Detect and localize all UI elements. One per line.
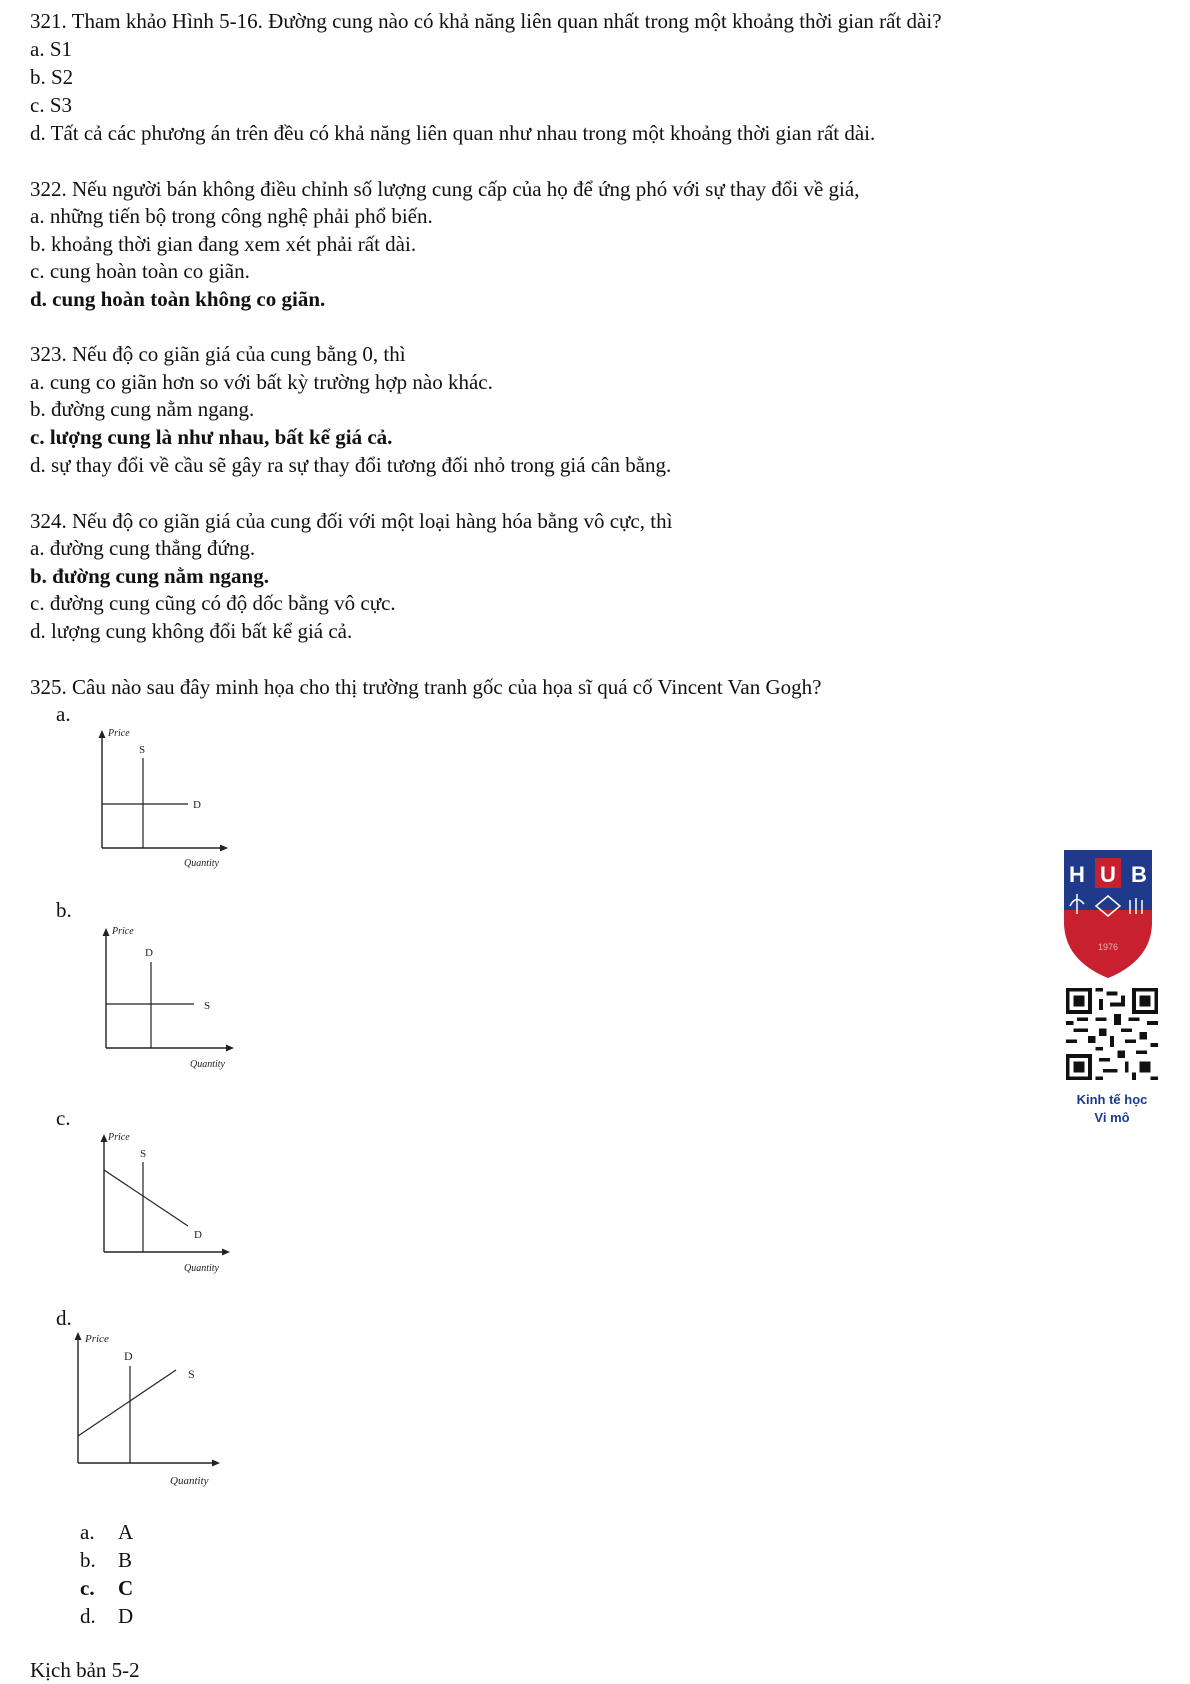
graph-b-quantity-arrow bbox=[226, 1045, 234, 1052]
graph-d bbox=[72, 1326, 232, 1488]
graph-d-curve1-label: D bbox=[124, 1349, 133, 1363]
q322-question: 322. Nếu người bán không điều chỉnh số lượng cung cấp của họ để ứng phó với sự thay đổi về giá, bbox=[30, 177, 860, 201]
section-heading: Kịch bản 5-2 bbox=[30, 1658, 140, 1682]
logo-letter-b: B bbox=[1131, 862, 1147, 887]
q325-answer-a-letter: a. bbox=[80, 1520, 95, 1544]
q322-option-d-answer: d. cung hoàn toàn không co giãn. bbox=[30, 287, 326, 311]
graph-a-curve2-label: D bbox=[193, 799, 201, 811]
q321-option-a: a. S1 bbox=[30, 37, 72, 61]
graph-d-quantity-arrow bbox=[212, 1460, 220, 1467]
logo-letter-u: U bbox=[1100, 862, 1116, 887]
hub-logo bbox=[1062, 848, 1154, 985]
q321-option-b: b. S2 bbox=[30, 65, 74, 89]
qr-code[interactable] bbox=[1066, 988, 1158, 1080]
graph-b bbox=[100, 922, 240, 1072]
q325-answer-b-letter: b. bbox=[80, 1548, 96, 1572]
q321-option-d: d. Tất cả các phương án trên đều có khả năng liên quan như nhau trong một khoảng thời gian rất dài. bbox=[30, 121, 876, 145]
q323-option-c-answer: c. lượng cung là như nhau, bất kể giá cả. bbox=[30, 425, 393, 449]
graph-a-curve1-label: S bbox=[139, 744, 146, 756]
q321-question: 321. Tham khảo Hình 5-16. Đường cung nào có khả năng liên quan nhất trong một khoảng thời gian rất dài? bbox=[30, 9, 942, 33]
q323-option-b: b. đường cung nằm ngang. bbox=[30, 397, 255, 421]
q321-option-c: c. S3 bbox=[30, 93, 72, 117]
q324-option-a: a. đường cung thẳng đứng. bbox=[30, 536, 256, 560]
q325-answer-d-text: D bbox=[118, 1604, 134, 1628]
q325-answer-c-text: C bbox=[118, 1576, 134, 1600]
q323-option-a: a. cung co giãn hơn so với bất kỳ trường hợp nào khác. bbox=[30, 370, 493, 394]
graph-b-curve1-label: D bbox=[145, 947, 153, 959]
graph-a-price-label: Price bbox=[108, 728, 130, 739]
graph-a-quantity-label: Quantity bbox=[184, 858, 219, 869]
graph-b-quantity-label: Quantity bbox=[190, 1059, 225, 1070]
q324-option-c: c. đường cung cũng có độ dốc bằng vô cực. bbox=[30, 591, 396, 615]
graph-d-price-arrow bbox=[75, 1332, 82, 1340]
q322-option-c: c. cung hoàn toàn co giãn. bbox=[30, 259, 250, 283]
graph-d-price-label: Price bbox=[85, 1333, 109, 1345]
logo-letter-h: H bbox=[1069, 862, 1085, 887]
graph-b-label: b. bbox=[56, 898, 72, 922]
q322-option-a: a. những tiến bộ trong công nghệ phải phổ biến. bbox=[30, 204, 433, 228]
graph-c-curve1-label: S bbox=[140, 1148, 147, 1160]
brand-line-2: Vi mô bbox=[1094, 1110, 1130, 1125]
graph-d-quantity-label: Quantity bbox=[170, 1475, 209, 1487]
graph-b-curve2-label: S bbox=[204, 1000, 211, 1012]
logo-year: 1976 bbox=[1097, 942, 1119, 952]
q325-question: 325. Câu nào sau đây minh họa cho thị trường tranh gốc của họa sĩ quá cố Vincent Van Gogh? bbox=[30, 675, 822, 699]
q324-option-b-answer: b. đường cung nằm ngang. bbox=[30, 564, 269, 588]
graph-c-quantity-arrow bbox=[222, 1249, 230, 1256]
graph-d-sloped-curve bbox=[78, 1370, 176, 1436]
graph-c-price-arrow bbox=[101, 1134, 108, 1142]
q324-question: 324. Nếu độ co giãn giá của cung đối với một loại hàng hóa bằng vô cực, thì bbox=[30, 509, 673, 533]
q325-answer-d-letter: d. bbox=[80, 1604, 96, 1628]
graph-b-price-arrow bbox=[103, 928, 110, 936]
q325-answer-b-text: B bbox=[118, 1548, 133, 1572]
graph-c bbox=[98, 1128, 238, 1276]
q324-option-d: d. lượng cung không đổi bất kể giá cả. bbox=[30, 619, 353, 643]
q323-option-d: d. sự thay đổi về cầu sẽ gây ra sự thay đổi tương đối nhỏ trong giá cân bằng. bbox=[30, 453, 672, 477]
graph-a bbox=[96, 724, 236, 872]
graph-b-price-label: Price bbox=[112, 926, 134, 937]
graph-a-quantity-arrow bbox=[220, 845, 228, 852]
graph-a-price-arrow bbox=[99, 730, 106, 738]
graph-c-curve2-label: D bbox=[194, 1229, 202, 1241]
q322-option-b: b. khoảng thời gian đang xem xét phải rất dài. bbox=[30, 232, 417, 256]
brand-line-1: Kinh tế học bbox=[1076, 1092, 1148, 1107]
graph-c-quantity-label: Quantity bbox=[184, 1263, 219, 1274]
q325-answer-c-letter: c. bbox=[80, 1576, 95, 1600]
graph-c-price-label: Price bbox=[108, 1132, 130, 1143]
graph-a-label: a. bbox=[56, 702, 71, 726]
graph-d-curve2-label: S bbox=[188, 1367, 195, 1381]
q323-question: 323. Nếu độ co giãn giá của cung bằng 0, thì bbox=[30, 342, 406, 366]
graph-d-label: d. bbox=[56, 1306, 72, 1330]
graph-c-sloped-curve bbox=[104, 1170, 188, 1226]
graph-c-label: c. bbox=[56, 1106, 71, 1130]
q325-answer-a-text: A bbox=[118, 1520, 134, 1544]
